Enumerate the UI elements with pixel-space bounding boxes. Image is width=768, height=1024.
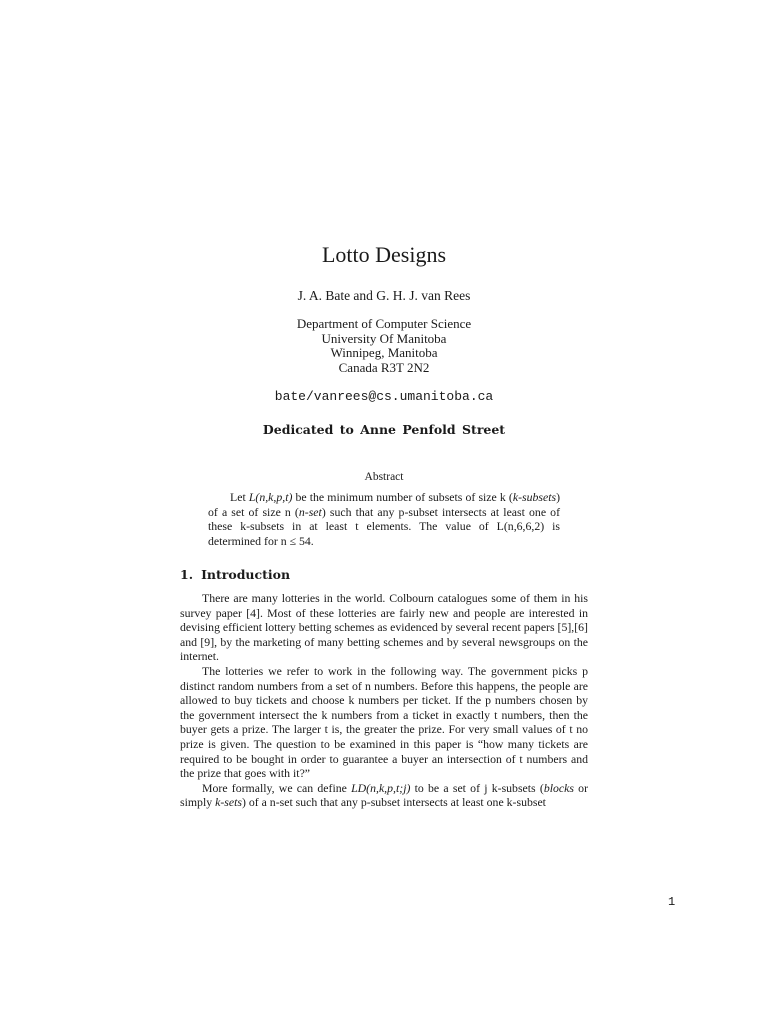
abstract-body [208, 490, 560, 548]
body-math: LD(n,k,p,t;j) [351, 780, 411, 795]
abstract-text: Let [230, 490, 249, 504]
section-heading [180, 567, 290, 582]
dedication: Dedicated to Anne Penfold Street [262, 422, 506, 437]
body-text: to be a set of j k-subsets ( [410, 780, 544, 795]
section-title: Introduction [201, 567, 291, 582]
abstract-heading: Abstract [364, 471, 404, 483]
paper-title: Lotto Designs [321, 242, 447, 267]
author-email: bate/vanrees@cs.umanitoba.ca [274, 389, 494, 404]
body-text: or simply [180, 780, 589, 810]
abstract-text: ) of a set of size n ( [208, 490, 561, 519]
affiliation-block [0, 317, 768, 375]
body-term: blocks [543, 780, 574, 795]
affiliation-country: Canada R3T 2N2 [338, 359, 430, 375]
affiliation-university: University Of Manitoba [321, 330, 447, 346]
abstract-math: L(n,k,p,t) [248, 490, 293, 504]
body-term: k-sets [215, 795, 242, 810]
affiliation-department: Department of Computer Science [296, 316, 472, 331]
page-number: 1 [668, 895, 676, 909]
section-number: 1. [180, 567, 194, 582]
abstract-text: be the minimum number of subsets of size k ( [292, 490, 513, 504]
body-paragraph-3 [180, 781, 588, 810]
body-text: ) of a n-set such that any p-subset intersects at least one k-subset [241, 795, 546, 810]
affiliation-city: Winnipeg, Manitoba [330, 345, 438, 360]
body-paragraph-1: There are many lotteries in the world. Colbourn catalogues some of them in his survey paper [4]. Most of these lotteries are fairly new and people are interested in devising efficient lottery betting schemes as evidenced by several recent papers [5],[6] and [9], by the marketing of many betting schemes and by several newsgroups on the internet. [180, 591, 588, 664]
body-text: More formally, we can define [202, 780, 352, 795]
abstract-paragraph [208, 490, 560, 548]
abstract-text: ) such that any p-subset intersects at least one of these k-subsets in at least t elements. The value of L(n,6,6,2) is determined for n ≤ 54. [208, 504, 560, 548]
paper-authors: J. A. Bate and G. H. J. van Rees [297, 288, 471, 303]
section-body [180, 591, 588, 810]
body-paragraph-2: The lotteries we refer to work in the following way. The government picks p distinct random numbers from a set of n numbers. Before this happens, the people are allowed to buy tickets and choose k numbers per ticket. If the p numbers chosen by the government intersect the k numbers from a ticket in exactly t numbers, then the buyer gets a prize. The larger t is, the greater the prize. For very small values of t no prize is given. The question to be examined in this paper is “how many tickets are required to be bought in order to guarantee a buyer an intersection of t numbers and the prize that goes with it?” [180, 663, 588, 781]
abstract-term: k-subsets [512, 490, 557, 504]
abstract-term: n-set [298, 504, 322, 519]
